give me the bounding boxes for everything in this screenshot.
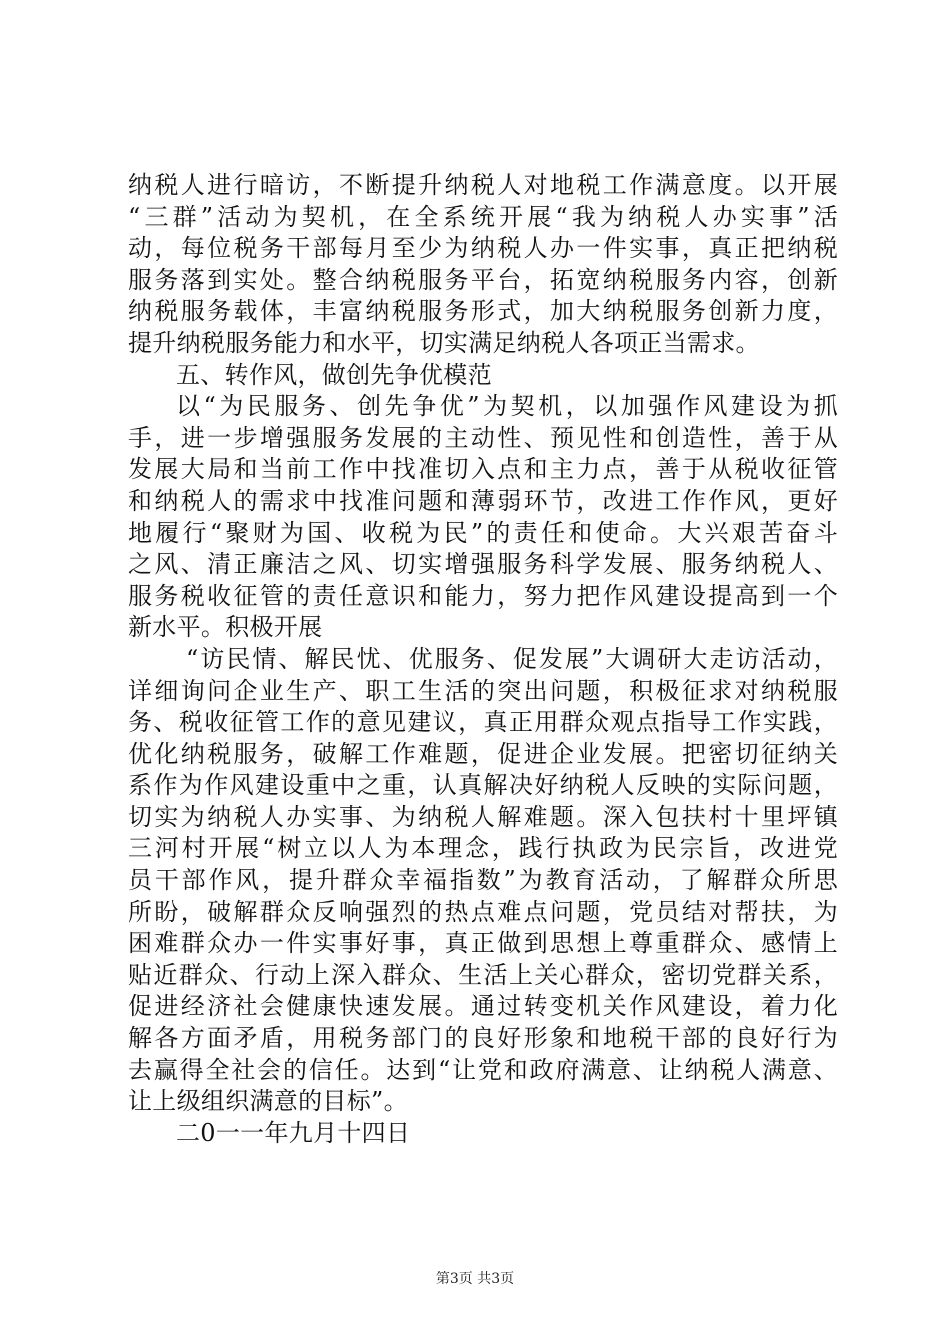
text-line: 困难群众办一件实事好事，真正做到思想上尊重群众、感情上 (128, 929, 838, 958)
document-body (128, 170, 838, 1149)
text-line: “三群”活动为契机，在全系统开展“我为纳税人办实事”活 (128, 202, 838, 231)
text-line: 让上级组织满意的目标”。 (128, 1087, 408, 1116)
text-line: “访民情、解民忧、优服务、促发展”大调研大走访活动， (186, 644, 838, 673)
text-line: 员干部作风，提升群众幸福指数”为教育活动，了解群众所思 (128, 866, 838, 895)
text-line: 地履行“聚财为国、收税为民”的责任和使命。大兴艰苦奋斗 (128, 518, 838, 547)
text-line: 之风、清正廉洁之风、切实增强服务科学发展、服务纳税人、 (128, 550, 838, 579)
text-line: 服务税收征管的责任意识和能力，努力把作风建设提高到一个 (128, 581, 838, 610)
text-line: 纳税人进行暗访，不断提升纳税人对地税工作满意度。以开展 (128, 171, 838, 199)
text-line: 服务落到实处。整合纳税服务平台，拓宽纳税服务内容，创新 (128, 265, 838, 294)
text-line: 所盼，破解群众反响强烈的热点难点问题，党员结对帮扶，为 (128, 897, 838, 926)
text-line: 务、税收征管工作的意见建议，真正用群众观点指导工作实践， (128, 708, 838, 737)
text-line: 提升纳税服务能力和水平，切实满足纳税人各项正当需求。 (128, 328, 760, 357)
text-line: 详细询问企业生产、职工生活的突出问题，积极征求对纳税服 (128, 676, 838, 705)
text-line: 新水平。积极开展 (128, 613, 323, 642)
section-heading: 五、转作风，做创先争优模范 (176, 360, 492, 389)
text-line: 系作为作风建设重中之重，认真解决好纳税人反映的实际问题， (128, 771, 838, 800)
text-line: 贴近群众、行动上深入群众、生活上关心群众，密切党群关系， (128, 960, 838, 989)
text-line: 促进经济社会健康快速发展。通过转变机关作风建设，着力化 (128, 992, 838, 1021)
text-line: 发展大局和当前工作中找准切入点和主力点，善于从税收征管 (128, 455, 838, 484)
text-line: 和纳税人的需求中找准问题和薄弱环节，改进工作作风，更好 (128, 486, 838, 515)
text-line: 手，进一步增强服务发展的主动性、预见性和创造性，善于从 (128, 423, 838, 452)
text-line: 优化纳税服务，破解工作难题，促进企业发展。把密切征纳关 (128, 739, 838, 768)
page-footer (0, 1270, 950, 1288)
text-line: 解各方面矛盾，用税务部门的良好形象和地税干部的良好行为 (128, 1024, 838, 1053)
text-line: 以“为民服务、创先争优”为契机，以加强作风建设为抓 (176, 392, 838, 421)
text-line: 纳税服务载体，丰富纳税服务形式，加大纳税服务创新力度， (128, 297, 838, 326)
page-number-label: 第3页 共3页 (435, 1271, 515, 1287)
text-line: 三河村开展“树立以人为本理念，践行执政为民宗旨，改进党 (128, 834, 838, 863)
text-line: 去赢得全社会的信任。达到“让党和政府满意、让纳税人满意、 (128, 1055, 838, 1084)
document-date: 二0一一年九月十四日 (176, 1118, 411, 1147)
text-line: 切实为纳税人办实事、为纳税人解难题。深入包扶村十里坪镇 (128, 802, 838, 831)
text-line: 动，每位税务干部每月至少为纳税人办一件实事，真正把纳税 (128, 234, 838, 263)
